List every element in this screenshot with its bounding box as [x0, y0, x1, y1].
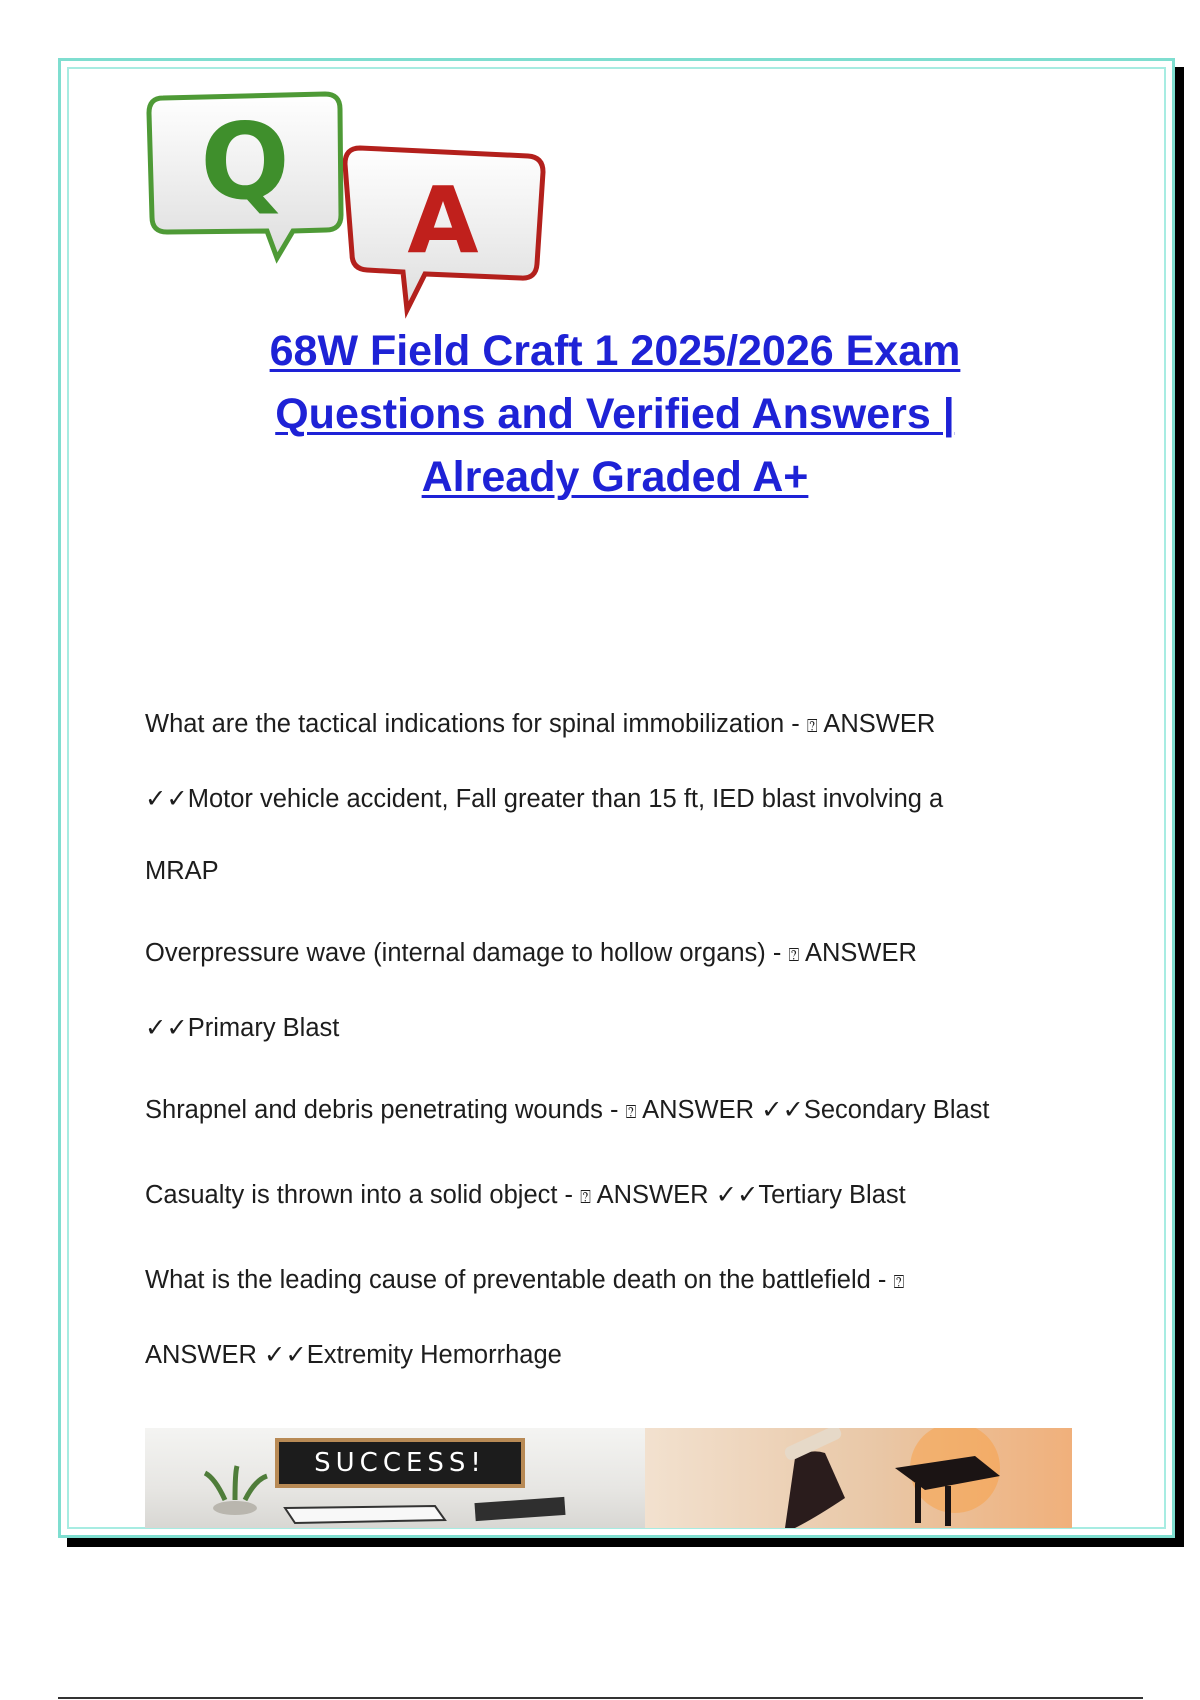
answer-text: Extremity Hemorrhage	[306, 1341, 562, 1369]
answer-text: Tertiary Blast	[758, 1181, 906, 1209]
double-check-icon: ✓✓	[715, 1180, 759, 1210]
marker-box-icon: ⍰	[806, 716, 818, 737]
double-check-icon: ✓✓	[761, 1095, 804, 1125]
success-chalkboard: SUCCESS!	[275, 1438, 525, 1488]
q-letter: Q	[200, 101, 290, 223]
qa-item	[145, 1074, 1105, 1149]
marker-box-icon: ⍰	[893, 1272, 905, 1293]
question-text: Casualty is thrown into a solid object -	[145, 1181, 581, 1209]
success-desk-photo	[145, 1428, 645, 1528]
page-title	[170, 320, 1060, 509]
answer-label: ANSWER	[799, 939, 917, 967]
double-check-icon: ✓✓	[145, 784, 188, 814]
answer-text: Secondary Blast	[803, 1096, 990, 1124]
answer-label: ANSWER	[636, 1096, 762, 1124]
title-line-2: Questions and Verified Answers |	[275, 390, 955, 438]
qa-item	[145, 1159, 1105, 1234]
success-banner-image	[145, 1428, 1072, 1528]
question-text: What is the leading cause of preventable death on the battlefield -	[145, 1266, 894, 1294]
a-letter: A	[407, 167, 479, 274]
qa-item	[145, 917, 1105, 1064]
double-check-icon: ✓✓	[264, 1340, 307, 1370]
marker-box-icon: ⍰	[625, 1102, 637, 1123]
answer-text: Motor vehicle accident, Fall greater than 15 ft, IED blast involving a	[187, 785, 944, 813]
answer-text: Primary Blast	[187, 1014, 340, 1042]
answer-label: ANSWER	[145, 1341, 265, 1369]
graduate-photo	[645, 1428, 1072, 1528]
answer-label: ANSWER	[590, 1181, 716, 1209]
title-line-1: 68W Field Craft 1 2025/2026 Exam	[269, 327, 961, 375]
question-text: Shrapnel and debris penetrating wounds -	[145, 1096, 626, 1124]
double-check-icon: ✓✓	[145, 1013, 188, 1043]
question-text: What are the tactical indications for spinal immobilization -	[145, 710, 807, 738]
qa-item	[145, 688, 1105, 907]
marker-box-icon: ⍰	[788, 945, 800, 966]
qa-item	[145, 1244, 1105, 1391]
marker-box-icon: ⍰	[580, 1187, 591, 1208]
question-text: Overpressure wave (internal damage to hollow organs) -	[145, 939, 789, 967]
graduation-cap-icon	[645, 1428, 1072, 1528]
qa-list	[145, 688, 1105, 1391]
page-divider	[58, 1697, 1143, 1699]
title-line-3: Already Graded A+	[421, 453, 809, 501]
answer-text-continued: MRAP	[145, 857, 219, 885]
answer-label: ANSWER	[817, 710, 936, 738]
qa-speech-bubbles-icon	[145, 90, 555, 320]
